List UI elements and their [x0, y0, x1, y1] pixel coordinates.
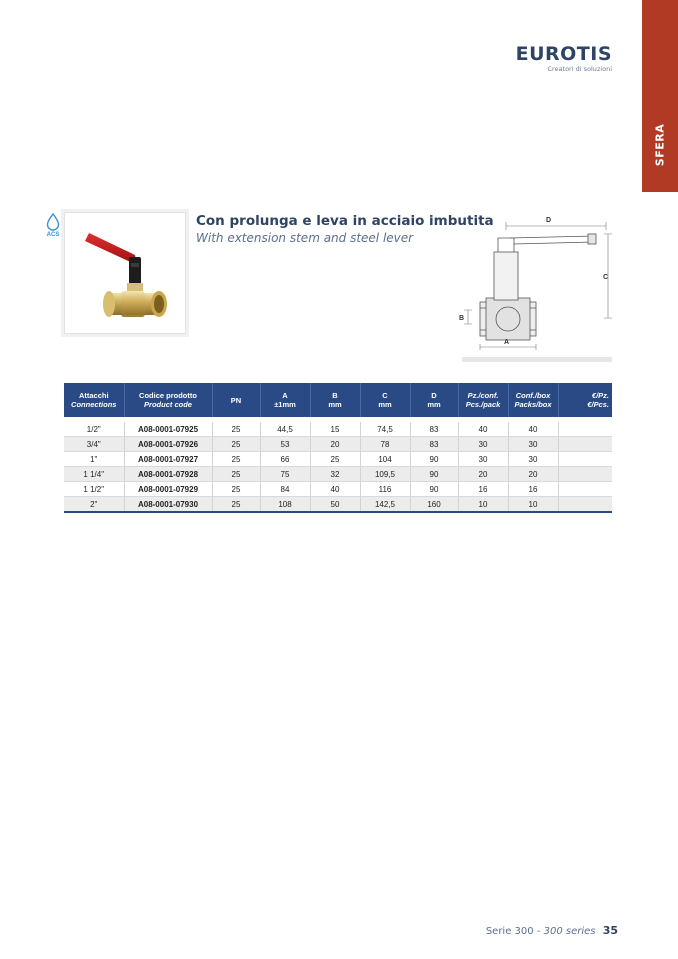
brand-name: EUROTIS [515, 43, 612, 65]
section-tab-label: SFERA [653, 123, 667, 167]
series-label-it: Serie 300 [485, 926, 534, 937]
col-a: A ±1mm [260, 383, 310, 417]
section-tab [642, 0, 678, 192]
dimension-b-label: B [459, 315, 465, 322]
series-label-en: 300 series [543, 926, 596, 937]
col-pcs-pack: Pz./conf. Pcs./pack [458, 383, 508, 417]
table-row: 1 1/4" A08-0001-07928 25 75 32 109,5 90 20 20 [64, 467, 612, 482]
product-table [64, 383, 612, 513]
table-row: 3/4" A08-0001-07926 25 53 20 78 83 30 30 [64, 437, 612, 452]
product-title-it: Con prolunga e leva in acciaio imbutita [196, 213, 494, 229]
col-d: D mm [410, 383, 458, 417]
acs-badge [43, 213, 63, 238]
col-b: B mm [310, 383, 360, 417]
brand-tagline: Creatori di soluzioni [547, 65, 612, 73]
col-c: C mm [360, 383, 410, 417]
table-row: 1/2" A08-0001-07925 25 44,5 15 74,5 83 40 40 [64, 422, 612, 437]
table-row: 1 1/2" A08-0001-07929 25 84 40 116 90 16 16 [64, 482, 612, 497]
page-footer [486, 924, 618, 937]
technical-drawing [458, 212, 616, 364]
product-titles [196, 213, 494, 245]
water-drop-icon [46, 213, 60, 231]
table-header [64, 383, 612, 417]
product-title-en: With extension stem and steel lever [196, 231, 414, 245]
acs-label: ACS [46, 232, 60, 238]
dimension-a-label: A [504, 339, 510, 346]
series-separator: - [536, 926, 541, 937]
dimension-c-label: C [603, 274, 609, 281]
page-number: 35 [602, 924, 618, 937]
product-photo [64, 212, 186, 334]
table-row: 1" A08-0001-07927 25 66 25 104 90 30 30 [64, 452, 612, 467]
brand-logo [516, 44, 612, 73]
col-connections: Attacchi Connections [64, 383, 124, 417]
col-product-code: Codice prodotto Product code [124, 383, 212, 417]
dimension-d-label: D [546, 217, 552, 224]
table-row: 2" A08-0001-07930 25 108 50 142,5 160 10 10 [64, 497, 612, 513]
col-price: €/Pz. €/Pcs. [558, 383, 612, 417]
ball-valve-photo [65, 213, 185, 333]
col-packs-box: Conf./box Packs/box [508, 383, 558, 417]
col-pn: PN [212, 383, 260, 417]
